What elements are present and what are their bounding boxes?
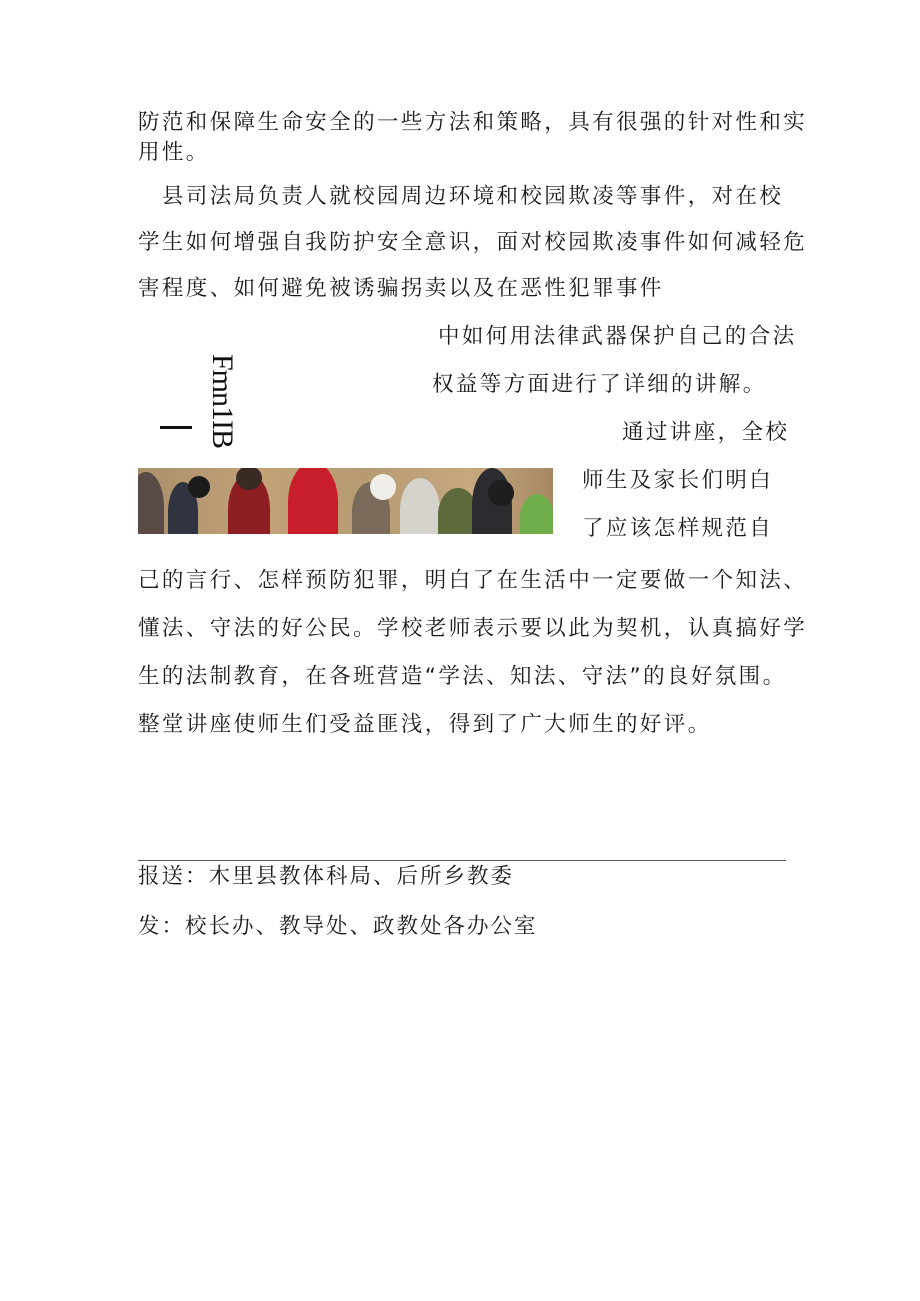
body-text-line: 害程度、如何避免被诱骗拐卖以及在恶性犯罪事件 bbox=[138, 276, 664, 301]
body-text-line: 权益等方面进行了详细的讲解。 bbox=[432, 372, 767, 397]
send-to-line: 发：校长办、教导处、政教处各办公室 bbox=[138, 914, 538, 939]
body-text-line: 懂法、守法的好公民。学校老师表示要以此为契机，认真搞好学 bbox=[138, 616, 808, 641]
figure-dash-mark bbox=[160, 426, 192, 429]
body-text-line: 县司法局负责人就校园周边环境和校园欺凌等事件，对在校 bbox=[138, 184, 784, 209]
photo-person bbox=[400, 478, 440, 534]
body-text-line: 整堂讲座使师生们受益匪浅，得到了广大师生的好评。 bbox=[138, 712, 712, 737]
body-text-line: 师生及家长们明白 bbox=[582, 468, 774, 493]
figure-artifact-text: Fmn1IB bbox=[206, 354, 239, 449]
body-text-line: 用性。 bbox=[138, 140, 210, 165]
footer-divider bbox=[138, 860, 786, 861]
photo-head bbox=[370, 474, 396, 500]
photo-person bbox=[520, 494, 553, 534]
body-text-line: 通过讲座，全校 bbox=[622, 420, 790, 445]
body-text-line: 中如何用法律武器保护自己的合法 bbox=[438, 324, 797, 349]
photo-head bbox=[488, 480, 514, 506]
body-text-line: 了应该怎样规范自 bbox=[582, 516, 774, 541]
body-text-line: 学生如何增强自我防护安全意识，面对校园欺凌事件如何减轻危 bbox=[138, 230, 808, 255]
lecture-audience-photo bbox=[138, 468, 553, 534]
body-text-line: 生的法制教育，在各班营造“学法、知法、守法”的良好氛围。 bbox=[138, 664, 787, 689]
photo-head bbox=[188, 476, 210, 498]
report-to-line: 报送：木里县教体科局、后所乡教委 bbox=[138, 864, 515, 889]
photo-person bbox=[138, 472, 164, 534]
body-text-line: 己的言行、怎样预防犯罪，明白了在生活中一定要做一个知法、 bbox=[138, 568, 808, 593]
body-text-line: 防范和保障生命安全的一些方法和策略，具有很强的针对性和实 bbox=[138, 110, 808, 135]
photo-person bbox=[288, 468, 338, 534]
